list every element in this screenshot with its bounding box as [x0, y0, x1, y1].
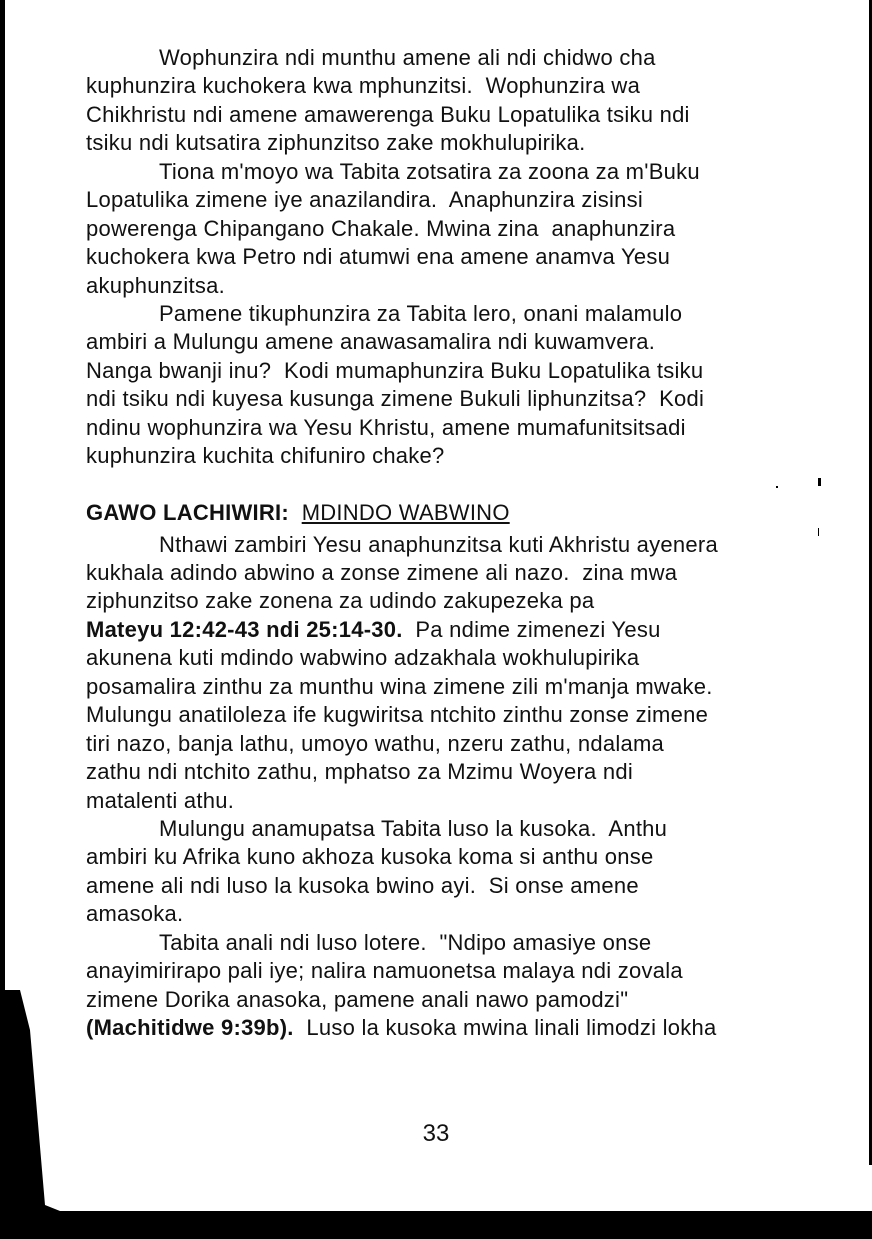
text-line: [86, 186, 826, 214]
text-segment: tiri nazo, banja lathu, umoyo wathu, nzeru zathu, ndalama: [86, 730, 665, 756]
heading-label: GAWO LACHIWIRI:: [86, 499, 289, 525]
text-segment: ndi tsiku ndi kuyesa kusunga zimene Bukuli liphunzitsa? Kodi: [86, 386, 705, 412]
scan-edge-bottom: [0, 1211, 872, 1239]
text-segment: Wophunzira ndi munthu amene ali ndi chidwo cha: [159, 45, 656, 70]
text-line: [86, 616, 826, 644]
text-segment: ndinu wophunzira wa Yesu Khristu, amene mumafunitsitsadi: [86, 414, 686, 440]
text-segment: ambiri ku Afrika kuno akhoza kusoka koma si anthu onse: [86, 844, 654, 870]
text-line: [86, 215, 826, 243]
text-segment: Nthawi zambiri Yesu anaphunzitsa kuti Akhristu ayenera: [159, 531, 718, 557]
text-segment: Nanga bwanji inu? Kodi mumaphunzira Buku Lopatulika tsiku: [86, 357, 704, 383]
text-segment: tsiku ndi kutsatira ziphunzitso zake mokhulupirika.: [86, 130, 586, 156]
text-line: [86, 300, 826, 328]
text-line: [86, 559, 826, 587]
text-line: [86, 414, 826, 442]
text-segment: kukhala adindo abwino a zonse zimene ali nazo. zina mwa: [86, 560, 678, 585]
text-line: [86, 843, 826, 871]
text-line: [86, 272, 826, 300]
document-body: [86, 44, 826, 1042]
text-line: [86, 929, 826, 957]
text-segment: Tiona m'moyo wa Tabita zotsatira za zoona za m'Buku: [159, 158, 700, 184]
text-segment: kuphunzira kuchokera kwa mphunzitsi. Wophunzira wa: [86, 73, 641, 99]
text-segment: Mulungu anatiloleza ife kugwiritsa ntchito zinthu zonse zimene: [86, 702, 709, 728]
text-line: [86, 730, 826, 758]
text-line: [86, 673, 826, 701]
bible-reference: (Machitidwe 9:39b).: [86, 1015, 294, 1040]
section-heading: [86, 499, 826, 527]
text-line: [86, 900, 826, 928]
text-segment: matalenti athu.: [86, 787, 235, 813]
text-segment: ambiri a Mulungu amene anawasamalira ndi kuwamvera.: [86, 329, 656, 355]
text-segment: zathu ndi ntchito zathu, mphatso za Mzimu Woyera ndi: [86, 759, 633, 785]
bible-reference: Mateyu 12:42-43 ndi 25:14-30.: [86, 616, 403, 642]
text-segment: Lopatulika zimene iye anazilandira. Anaphunzira zisinsi: [86, 187, 643, 213]
text-line: [86, 644, 826, 672]
text-segment: ziphunzitso zake zonena za udindo zakupezeka pa: [86, 588, 595, 614]
text-line: [86, 787, 826, 815]
text-segment: amasoka.: [86, 901, 184, 927]
text-segment: Mulungu anamupatsa Tabita luso la kusoka. Anthu: [159, 815, 668, 841]
text-segment: anayimirirapo pali iye; nalira namuonetsa malaya ndi zovala: [86, 958, 683, 984]
text-line: [86, 72, 826, 100]
text-line: [86, 986, 826, 1014]
text-segment: kuphunzira kuchita chifuniro chake?: [86, 443, 445, 469]
text-line: [86, 815, 826, 843]
text-segment: Pa ndime zimenezi Yesu: [402, 616, 661, 642]
text-line: [86, 531, 826, 559]
text-segment: posamalira zinthu za munthu wina zimene zili m'manja mwake.: [86, 673, 713, 699]
text-line: [86, 357, 826, 385]
text-line: [86, 701, 826, 729]
scan-shadow-bottom-left: [0, 990, 60, 1239]
text-line: [86, 243, 826, 271]
text-segment: Tabita anali ndi luso lotere. "Ndipo amasiye onse: [159, 929, 652, 955]
text-line: [86, 101, 826, 129]
text-line: [86, 328, 826, 356]
text-line: [86, 758, 826, 786]
text-line: [86, 1014, 826, 1042]
text-line: [86, 129, 826, 157]
page-number: 33: [422, 1120, 450, 1147]
text-line: [86, 385, 826, 413]
text-line: [86, 872, 826, 900]
text-segment: kuchokera kwa Petro ndi atumwi ena amene anamva Yesu: [86, 244, 671, 270]
text-segment: powerenga Chipangano Chakale. Mwina zina anaphunzira: [86, 215, 676, 241]
text-segment: zimene Dorika anasoka, pamene anali nawo pamodzi": [86, 986, 629, 1012]
text-segment: amene ali ndi luso la kusoka bwino ayi. Si onse amene: [86, 872, 639, 898]
text-line: [86, 442, 826, 470]
text-segment: Luso la kusoka mwina linali limodzi lokha: [293, 1015, 717, 1040]
section-intro: [86, 44, 826, 471]
heading-title: MDINDO WABWINO: [301, 499, 510, 525]
section-stewardship: [86, 531, 826, 1043]
text-line: [86, 44, 826, 72]
text-line: [86, 957, 826, 985]
text-line: [86, 158, 826, 186]
text-segment: akuphunzitsa.: [86, 272, 226, 298]
text-segment: Pamene tikuphunzira za Tabita lero, onani malamulo: [159, 300, 683, 326]
text-line: [86, 587, 826, 615]
text-segment: Chikhristu ndi amene amawerenga Buku Lopatulika tsiku ndi: [86, 101, 690, 127]
text-segment: akunena kuti mdindo wabwino adzakhala wokhulupirika: [86, 645, 640, 671]
